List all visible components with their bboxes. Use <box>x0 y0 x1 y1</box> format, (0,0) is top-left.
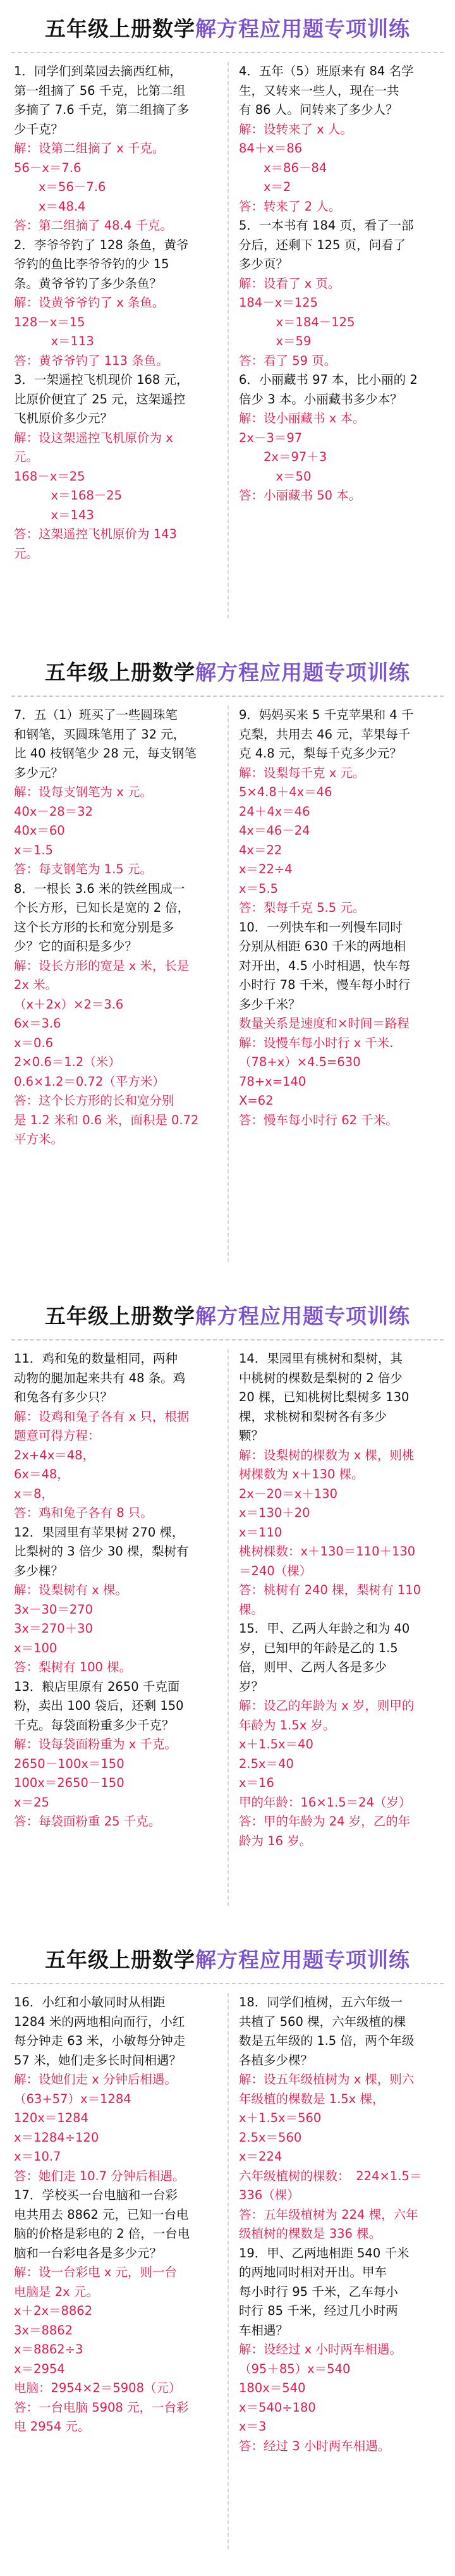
question-line: 多少千米？ <box>239 997 301 1012</box>
question-line: 克 4.8 元，梨每千克多少元？ <box>239 746 402 761</box>
question-line: 倍少 3 本。小丽藏书多少本？ <box>239 391 403 407</box>
answer-line: 题意可得方程： <box>14 1428 100 1443</box>
answer-line: 答：看了 59 页。 <box>239 353 337 368</box>
answer-line: 桃树棵数：x＋130＝110＋130 <box>239 1544 416 1559</box>
column-right <box>239 1993 442 2456</box>
answer-line: x＝100 <box>14 1640 58 1655</box>
answer-line: x＝2954 <box>14 2361 65 2376</box>
worksheet-page <box>0 644 455 1287</box>
question-line: 6．小丽藏书 97 本，比小丽的 2 <box>239 372 418 387</box>
question-line: 千克。每袋面粉重多少千克？ <box>14 1717 174 1733</box>
answer-line: 答：小丽藏书 50 本。 <box>239 488 361 503</box>
question-line: 电共用去 8862 元，已知一台电 <box>14 2207 189 2222</box>
answer-line: 3x－30＝270 <box>14 1602 93 1617</box>
question-line: 这个长方形的长和宽分别是多 <box>14 919 174 935</box>
answer-line: 答：转来了 2 人。 <box>239 199 341 214</box>
answer-line: x＝86－84 <box>239 160 327 175</box>
answer-line: x＝50 <box>239 469 312 484</box>
column-right <box>239 62 442 506</box>
question-line: 少？它的面积是多少？ <box>14 939 138 954</box>
answer-line: 龄为 16 岁。 <box>239 1833 312 1848</box>
answer-line: 答：甲的年龄为 24 岁，乙的年 <box>239 1814 411 1829</box>
answer-line: （x＋2x）×2＝3.6 <box>14 997 124 1012</box>
answer-line: 答：五年级植树为 224 棵，六年 <box>239 2207 418 2222</box>
column-right <box>239 706 442 1130</box>
answer-line: 答：一台电脑 5908 元，一台彩 <box>14 2400 189 2415</box>
question-line: 1284 米的两地相向而行，小红 <box>14 2014 185 2029</box>
question-line: 克梨，共用去 46 元，苹果每千 <box>239 727 411 742</box>
answer-line: 答：黄爷爷钓了 113 条鱼。 <box>14 353 169 368</box>
answer-line: x＝8862÷3 <box>14 2342 83 2357</box>
answer-line: 解：设鸡和兔子各有 x 只，根据 <box>14 1409 190 1424</box>
answer-line: 解：设梨每千克 x 元。 <box>239 765 365 780</box>
answer-line: 24＋4x＝46 <box>239 804 310 819</box>
title-accent: 解方程应用题专项训练 <box>195 660 410 685</box>
answer-line: 2x 米。 <box>14 978 58 992</box>
question-line: 15．甲、乙两人年龄之和为 40 <box>239 1621 410 1636</box>
question-line: 和兔各有多少只？ <box>14 1390 113 1404</box>
question-line: 57 米，她们走多长时间相遇？ <box>14 2052 182 2068</box>
answer-line: 解：设乙的年龄为 x 岁，则甲的 <box>239 1698 415 1713</box>
question-line: 比原价便宜了 25 元，这架遥控 <box>14 391 186 407</box>
question-line: 岁？ <box>239 1679 264 1694</box>
answer-line: （63+57）x＝1284 <box>14 2091 131 2106</box>
title-accent: 解方程应用题专项训练 <box>195 1947 410 1972</box>
answer-line: 数量关系是速度和×时间＝路程 <box>239 1016 410 1031</box>
question-line: 中桃树的棵数是梨树的 2 倍少 <box>239 1370 403 1385</box>
question-line: 生，又转来一些人，现在一共 <box>239 83 399 98</box>
answer-line: 解：设每支钢笔为 x 元。 <box>14 785 152 799</box>
question-line: 比 40 枝钢笔少 28 元，每支钢笔 <box>14 746 197 761</box>
answer-line: 180x＝540 <box>239 2381 306 2395</box>
answer-line: 2×0.6＝1.2（米） <box>14 1055 121 1069</box>
answer-line: x＝113 <box>14 334 94 348</box>
page-title <box>0 1944 455 1973</box>
answer-line: x＝59 <box>239 334 312 348</box>
question-line: 第一组摘了 56 千克，比第二组 <box>14 83 186 98</box>
answer-line: x＝0.6 <box>14 1035 54 1050</box>
answer-line: 解：设每袋面粉重为 x 千克。 <box>14 1737 177 1751</box>
title-accent: 解方程应用题专项训练 <box>195 1304 410 1328</box>
title-main: 五年级上册数学 <box>45 1304 195 1328</box>
question-line: 8．一根长 3.6 米的铁丝围成一 <box>14 881 185 896</box>
answer-line: 解：设这架遥控飞机原价为 x <box>14 430 173 445</box>
question-line: 有 86 人。问转来了多少人？ <box>239 102 398 117</box>
question-line: 少千克？ <box>14 121 64 137</box>
question-line: 脑的价格是彩电的 2 倍，一台电 <box>14 2226 190 2241</box>
answer-line: x＋1.5x＝40 <box>239 1737 313 1751</box>
column-divider <box>228 706 229 1262</box>
answer-line: 电 2954 元。 <box>14 2419 90 2434</box>
question-line: 2．李爷爷钓了 128 条鱼，黄爷 <box>14 237 189 252</box>
title-main: 五年级上册数学 <box>45 660 195 685</box>
answer-line: 树棵数为 x＋130 棵。 <box>239 1467 364 1481</box>
answer-line: 答：这个长方形的长和宽分别 <box>14 1093 174 1108</box>
answer-line: （78+x）×4.5=630 <box>239 1055 361 1069</box>
question-line: 各植多少棵？ <box>239 2052 313 2068</box>
question-line: 分别从相距 630 千米的两地相 <box>239 939 406 954</box>
answer-line: 2x+4x＝48， <box>14 1447 95 1463</box>
answer-line: 答：这架遥控飞机原价为 143 <box>14 527 177 541</box>
answer-line: 78+x=140 <box>239 1074 306 1089</box>
question-line: 11．鸡和兔的数量相同，两种 <box>14 1351 178 1366</box>
title-divider <box>11 1983 444 1984</box>
title-divider <box>11 1339 444 1340</box>
question-line: 多摘了 7.6 千克，第二组摘了多 <box>14 102 190 117</box>
question-line: 17．学校买一台电脑和一台彩 <box>14 2188 178 2202</box>
question-line: 个长方形，已知长是宽的 2 倍， <box>14 900 190 915</box>
title-main: 五年级上册数学 <box>45 1947 195 1972</box>
answer-line: 解：设梨树有 x 棵。 <box>14 1583 128 1597</box>
question-line: 多少页？ <box>239 257 289 271</box>
answer-line: 4x＝46－24 <box>239 823 310 838</box>
answer-line: 电脑：2954×2＝5908（元） <box>14 2381 181 2395</box>
column-left <box>14 62 217 563</box>
answer-line: 6x＝3.6 <box>14 1016 61 1031</box>
question-line: 脑和一台彩电各是多少元？ <box>14 2245 162 2260</box>
question-line: 多少元？ <box>14 765 64 780</box>
answer-line: x＝16 <box>239 1776 274 1790</box>
question-line: 和钢笔，买圆珠笔用了 32 元， <box>14 727 186 742</box>
answer-line: x＝224 <box>239 2149 282 2164</box>
question-line: 的两地同时相对开出。甲车 <box>239 2265 387 2279</box>
answer-line: 184－x＝125 <box>239 295 318 310</box>
answer-line: X=62 <box>239 1093 274 1108</box>
column-divider <box>228 1993 229 2549</box>
column-left <box>14 706 217 1150</box>
answer-line: x＝540÷180 <box>239 2400 316 2415</box>
question-line: 5．一本书有 184 页，看了一部 <box>239 218 414 233</box>
question-line: 岁，已知甲的年龄是乙的 1.5 <box>239 1640 398 1655</box>
answer-line: 0.6×1.2＝0.72（平方米） <box>14 1074 165 1089</box>
answer-line: x＝1.5 <box>14 842 54 857</box>
answer-line: 答：桃树有 240 棵，梨树有 110 <box>239 1583 422 1597</box>
answer-line: 解：设经过 x 小时两车相遇。 <box>239 2342 402 2357</box>
column-divider <box>228 1349 229 1906</box>
answer-line: x＋2x＝8862 <box>14 2303 93 2318</box>
answer-line: 5×4.8＋4x＝46 <box>239 785 332 799</box>
answer-line: x＝130＋20 <box>239 1506 310 1520</box>
answer-line: 解：设长方形的宽是 x 米，长是 <box>14 958 190 973</box>
answer-line: 2.5x＝40 <box>239 1756 294 1771</box>
question-line: 动物的腿加起来共有 48 条。鸡 <box>14 1370 186 1385</box>
answer-line: 解：设黄爷爷钓了 x 条鱼。 <box>14 295 165 310</box>
worksheet-page <box>0 0 455 644</box>
answer-line: x＝8， <box>14 1486 54 1501</box>
answer-line: 2x－3＝97 <box>239 430 303 445</box>
answer-line: 六年级植树的棵数： 224×1.5＝ <box>239 2168 422 2183</box>
question-line: 13．粮店里原有 2650 千克面 <box>14 1679 180 1694</box>
question-line: 车相遇？ <box>239 2322 289 2338</box>
answer-line: 答：第二组摘了 48.4 千克。 <box>14 218 173 233</box>
question-line: 7．五（1）班买了一些圆珠笔 <box>14 708 178 722</box>
question-line: 12．果园里有苹果树 270 棵， <box>14 1524 185 1540</box>
answer-line: 年龄为 1.5x 岁。 <box>239 1717 336 1733</box>
answer-line: 40x＝60 <box>14 823 65 838</box>
answer-line: 336（棵） <box>239 2188 300 2202</box>
column-right <box>239 1349 442 1851</box>
title-accent: 解方程应用题专项训练 <box>195 16 410 41</box>
answer-line: 答：鸡和兔子各有 8 只。 <box>14 1506 153 1520</box>
answer-line: 是 1.2 米和 0.6 米，面积是 0.72 <box>14 1112 199 1127</box>
answer-line: x＝110 <box>239 1524 282 1540</box>
question-line: 对开出，4.5 小时相遇，快车每 <box>239 958 411 973</box>
question-line: 棵，求桃树和梨树各有多少 <box>239 1409 387 1424</box>
worksheet-page <box>0 1931 455 2575</box>
answer-line: 元。 <box>14 450 39 464</box>
question-line: 分后，还剩下 125 页，问看了 <box>239 237 406 252</box>
question-line: 小时行 78 千米，慢车每小时行 <box>239 978 411 992</box>
worksheet-page <box>0 1287 455 1931</box>
answer-line: x＝56－7.6 <box>14 180 106 194</box>
answer-line: 解：设她们走 x 分钟后相遇。 <box>14 2072 177 2087</box>
question-line: 飞机原价多少元？ <box>14 411 113 426</box>
question-line: 19．甲、乙两地相距 540 千米 <box>239 2245 410 2260</box>
answer-line: x＝48.4 <box>14 199 86 214</box>
answer-line: 解：设看了 x 页。 <box>239 276 341 291</box>
answer-line: x＝143 <box>14 507 94 522</box>
answer-line: 4x＝22 <box>239 842 282 857</box>
answer-line: 3x＝8862 <box>14 2322 73 2338</box>
answer-line: 解：设第二组摘了 x 千克。 <box>14 141 165 156</box>
page-title <box>0 1300 455 1330</box>
answer-line: 2x＝97＋3 <box>239 450 327 464</box>
answer-line: 100x＝2650－150 <box>14 1776 124 1790</box>
question-line: 3．一架遥控飞机现价 168 元， <box>14 372 189 387</box>
question-line: 数是五年级的 1.5 倍，两个年级 <box>239 2033 415 2048</box>
answer-line: 年级植的棵数是 1.5x 棵， <box>239 2091 385 2106</box>
answer-line: x＝22÷4 <box>239 862 293 876</box>
title-divider <box>11 52 444 53</box>
answer-line: 解：设转来了 x 人。 <box>239 121 353 137</box>
answer-line: 3x＝270＋30 <box>14 1621 93 1636</box>
column-divider <box>228 62 229 618</box>
question-line: 粉，卖出 100 袋后，还剩 150 <box>14 1698 184 1713</box>
answer-line: 解：设五年级植树为 x 棵，则六 <box>239 2072 415 2087</box>
answer-line: x＝10.7 <box>14 2149 61 2164</box>
page-title <box>0 656 455 686</box>
question-line: 倍，则甲、乙两人各是多少 <box>239 1660 387 1674</box>
answer-line: x＋1.5x＝560 <box>239 2111 322 2125</box>
answer-line: ＝240（棵） <box>239 1563 312 1578</box>
question-line: 10．一列快车和一列慢车同时 <box>239 919 403 935</box>
answer-line: x＝168－25 <box>14 488 123 503</box>
question-line: 多少棵？ <box>14 1563 64 1578</box>
question-line: 9．妈妈买来 5 千克苹果和 4 千 <box>239 708 414 722</box>
column-left <box>14 1993 217 2437</box>
answer-line: 2x－20＝x＋130 <box>239 1486 338 1501</box>
question-line: 比梨树的 3 倍少 30 棵，梨树有 <box>14 1544 189 1559</box>
question-line: 14．果园里有桃树和梨树，其 <box>239 1351 403 1366</box>
answer-line: 40x－28＝32 <box>14 804 93 819</box>
answer-line: 答：她们走 10.7 分钟后相遇。 <box>14 2168 185 2183</box>
question-line: 16．小红和小敏同时从相距 <box>14 1995 166 2009</box>
answer-line: 解：设一台彩电 x 元，则一台 <box>14 2265 177 2279</box>
answer-line: x＝25 <box>14 1794 49 1810</box>
title-divider <box>11 696 444 697</box>
question-line: 4．五年（5）班原来有 84 名学 <box>239 64 414 78</box>
answer-line: 解：设小丽藏书 x 本。 <box>239 411 365 426</box>
page-title <box>0 13 455 42</box>
answer-line: （95＋85）x＝540 <box>239 2361 351 2376</box>
question-line: 每小时行 95 千米，乙车每小 <box>239 2284 398 2299</box>
answer-line: x＝3 <box>239 2419 267 2434</box>
answer-line: 84＋x＝86 <box>239 141 303 156</box>
question-line: 共植了 560 棵，六年级植的棵 <box>239 2014 406 2029</box>
answer-line: 56－x＝7.6 <box>14 160 82 175</box>
question-line: 1．同学们到菜园去摘西红柿， <box>14 64 182 78</box>
answer-line: x＝5.5 <box>239 881 279 896</box>
answer-line: 甲的年龄：16×1.5＝24（岁） <box>239 1794 411 1810</box>
question-line: 每分钟走 63 米，小敏每分钟走 <box>14 2033 186 2048</box>
answer-line: x＝2 <box>239 180 291 194</box>
question-line: 20 棵，已知桃树比梨树多 130 <box>239 1390 410 1404</box>
answer-line: 128－x＝15 <box>14 314 85 329</box>
answer-line: 168－x＝25 <box>14 469 85 484</box>
answer-line: 答：梨每千克 5.5 元。 <box>239 900 365 915</box>
answer-line: 元。 <box>14 546 39 561</box>
question-line: 时行 85 千米，经过几小时两 <box>239 2303 398 2318</box>
answer-line: 电脑是 2x 元。 <box>14 2284 99 2299</box>
answer-line: 120x＝1284 <box>14 2111 88 2125</box>
answer-line: 2.5x＝560 <box>239 2130 302 2145</box>
answer-line: 平方米。 <box>14 1132 64 1146</box>
column-left <box>14 1349 217 1832</box>
answer-line: 解：设慢车每小时行 x 千米. <box>239 1035 394 1050</box>
answer-line: 级植树的棵数是 336 棵。 <box>239 2226 382 2241</box>
answer-line: 棵。 <box>239 1602 264 1617</box>
answer-line: 答：经过 3 小时两车相遇。 <box>239 2438 391 2453</box>
title-main: 五年级上册数学 <box>45 16 195 41</box>
answer-line: 答：梨树有 100 棵。 <box>14 1660 132 1674</box>
answer-line: 6x＝48， <box>14 1467 70 1481</box>
question-line: 爷钓的鱼比李爷爷钓的少 15 <box>14 257 169 271</box>
answer-line: 解：设梨树的棵数为 x 棵，则桃 <box>239 1447 415 1463</box>
question-line: 颗？ <box>239 1428 264 1443</box>
answer-line: x＝1284÷120 <box>14 2130 99 2145</box>
answer-line: 答：慢车每小时行 62 千米。 <box>239 1112 398 1127</box>
answer-line: 2650－100x＝150 <box>14 1756 124 1771</box>
question-line: 18．同学们植树，五六年级一 <box>239 1995 403 2009</box>
answer-line: x＝184－125 <box>239 314 355 329</box>
answer-line: 答：每袋面粉重 25 千克。 <box>14 1814 161 1829</box>
question-line: 条。黄爷爷钓了多少条鱼？ <box>14 276 162 291</box>
answer-line: 答：每支钢笔为 1.5 元。 <box>14 862 152 876</box>
